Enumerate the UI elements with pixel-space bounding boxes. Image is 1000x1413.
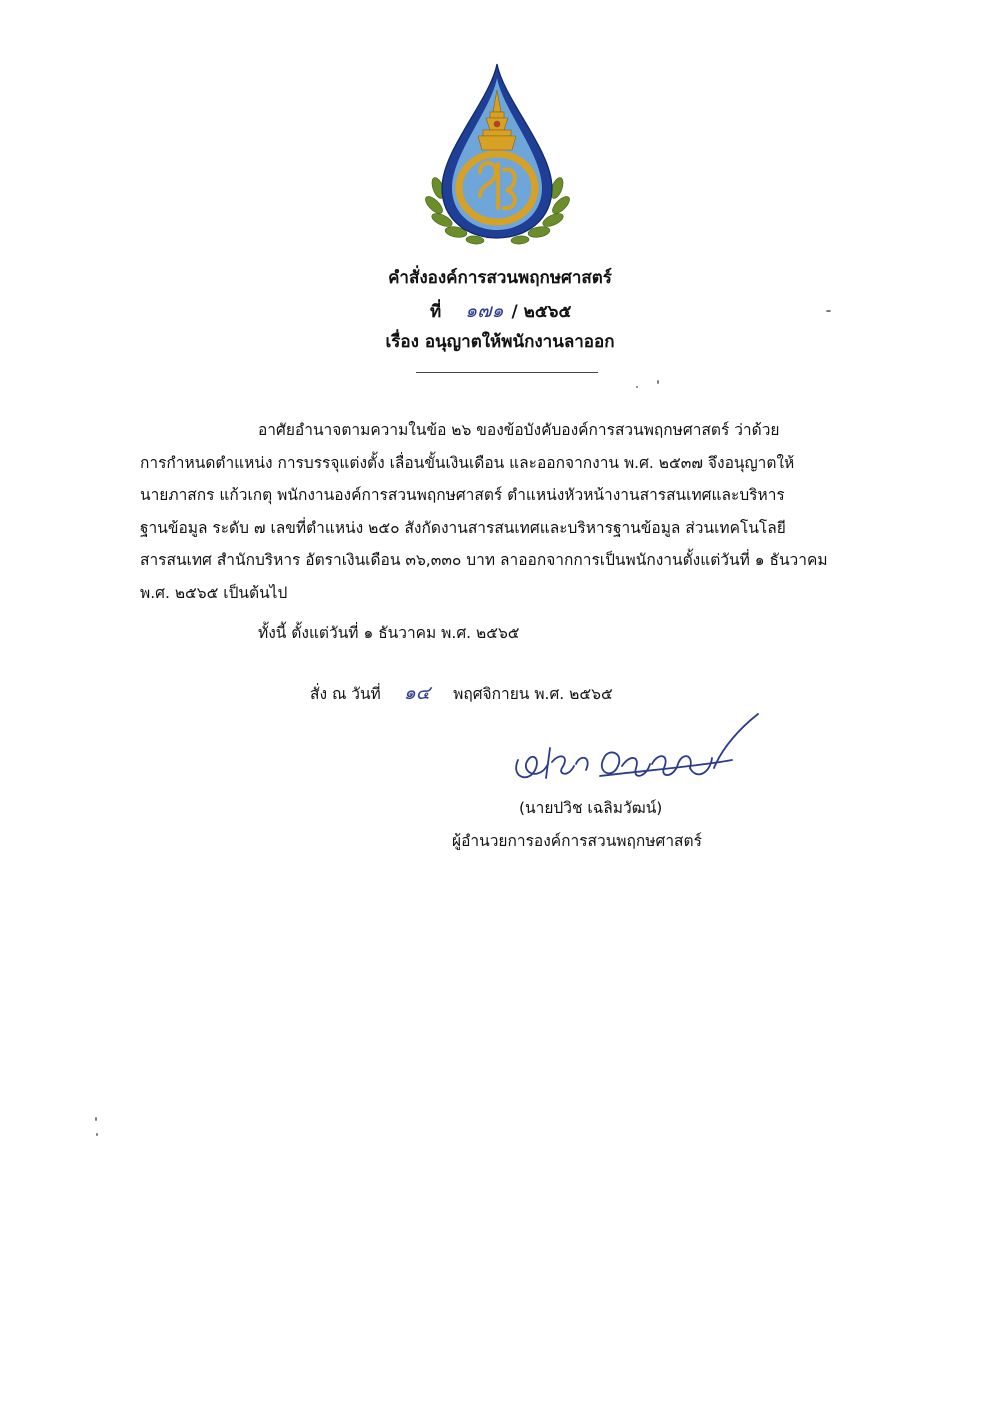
order-number-handwritten: ๑๗๑ — [465, 300, 504, 322]
body-line: สารสนเทศ สำนักบริหาร อัตราเงินเดือน ๓๖,๓๓๐ บาท ลาออกจากการเป็นพนักงานตั้งแต่วันที่ ๑ ธันวาคม — [140, 551, 828, 569]
scan-speck — [96, 1133, 98, 1136]
body-line: พ.ศ. ๒๕๖๕ เป็นต้นไป — [140, 583, 288, 602]
order-number-prefix: ที่ — [430, 302, 442, 322]
body-line: การกำหนดตำแหน่ง การบรรจุแต่งตั้ง เลื่อนขั้นเงินเดือน และออกจากงาน พ.ศ. ๒๕๓๗ จึงอนุญาตให้ — [140, 453, 795, 472]
order-body — [140, 414, 900, 609]
heading-divider — [416, 372, 598, 373]
handwritten-signature-icon — [500, 708, 770, 798]
water-drop-emblem-icon — [420, 60, 575, 250]
scan-speck — [95, 1117, 97, 1121]
order-subject: เรื่อง อนุญาตให้พนักงานลาออก — [385, 332, 615, 352]
signer-name: (นายปวิช เฉลิมวัฒน์) — [519, 799, 663, 817]
signer-title: ผู้อำนวยการองค์การสวนพฤกษศาสตร์ — [452, 832, 702, 850]
ordered-date — [310, 678, 613, 708]
order-number-year: / ๒๕๖๕ — [511, 302, 572, 322]
effective-date: ทั้งนี้ ตั้งแต่วันที่ ๑ ธันวาคม พ.ศ. ๒๕๖๕ — [258, 624, 520, 642]
body-line: ฐานข้อมูล ระดับ ๗ เลขที่ตำแหน่ง ๒๕๐ สังกัดงานสารสนเทศและบริหารฐานข้อมูล ส่วนเทคโนโลยี — [140, 518, 786, 537]
body-line: อาศัยอำนาจตามความในข้อ ๒๖ ของข้อบังคับองค์การสวนพฤกษศาสตร์ ว่าด้วย — [258, 421, 780, 439]
scan-speck — [636, 386, 638, 388]
ordered-day-handwritten: ๑๔ — [403, 682, 431, 704]
emblem-graphic — [420, 60, 575, 250]
ordered-date-suffix: พฤศจิกายน พ.ศ. ๒๕๖๕ — [453, 685, 613, 703]
body-line: นายภาสกร แก้วเกตุ พนักงานองค์การสวนพฤกษศาสตร์ ตำแหน่งหัวหน้างานสารสนเทศและบริหาร — [140, 486, 785, 504]
order-number — [430, 296, 571, 326]
scan-speck — [657, 380, 659, 384]
order-title: คำสั่งองค์การสวนพฤกษศาสตร์ — [388, 268, 612, 288]
ordered-date-prefix: สั่ง ณ วันที่ — [310, 685, 381, 703]
scan-speck — [826, 310, 831, 312]
signature-graphic — [500, 708, 770, 798]
